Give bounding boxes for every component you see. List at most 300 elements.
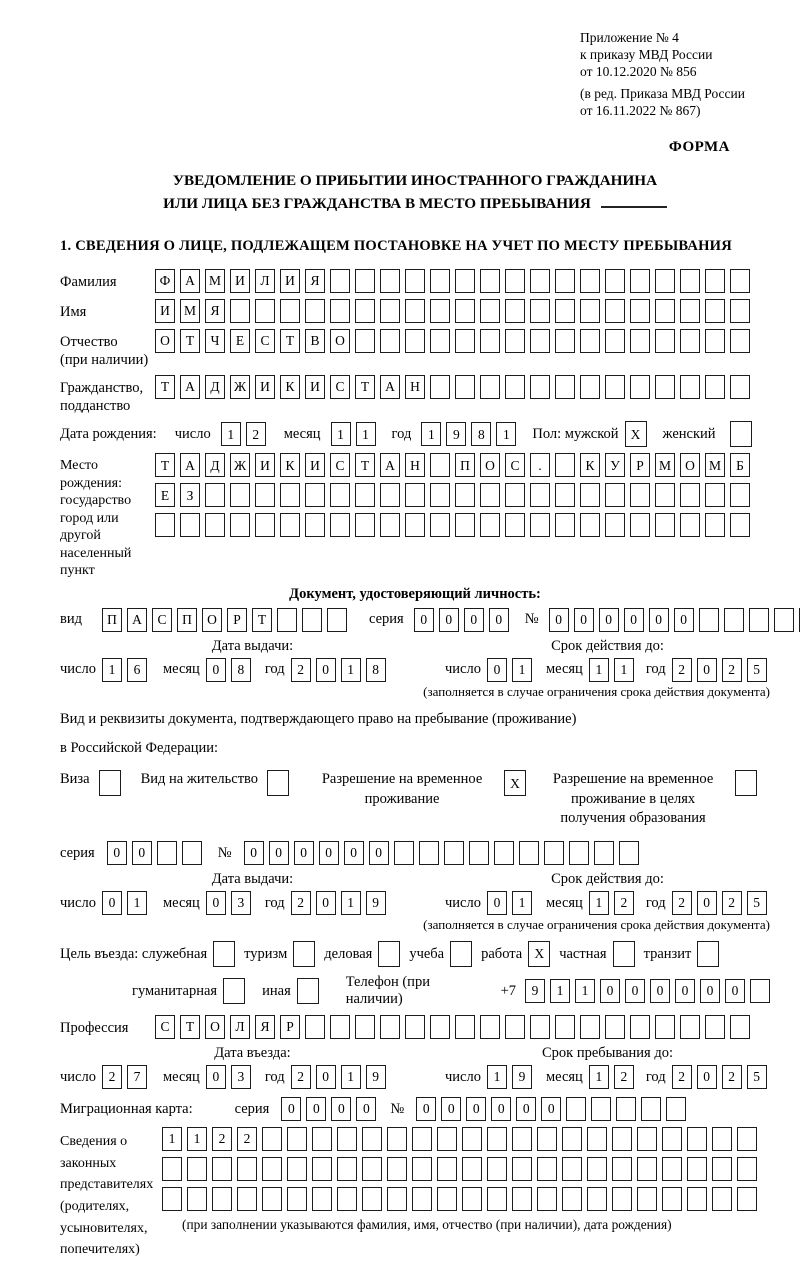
form-cell[interactable]: [712, 1127, 732, 1151]
form-cell[interactable]: 9: [446, 422, 466, 446]
form-cell[interactable]: [469, 841, 489, 865]
form-cell[interactable]: .: [530, 453, 550, 477]
rvp-checkbox[interactable]: X: [504, 770, 526, 796]
form-cell[interactable]: [544, 841, 564, 865]
form-cell[interactable]: 2: [291, 1065, 311, 1089]
form-cell[interactable]: Т: [180, 329, 200, 353]
form-cell[interactable]: [605, 299, 625, 323]
form-cell[interactable]: [262, 1187, 282, 1211]
form-cell[interactable]: 2: [237, 1127, 257, 1151]
chastnaya-checkbox[interactable]: [613, 941, 635, 967]
form-cell[interactable]: [419, 841, 439, 865]
delovaya-checkbox[interactable]: [378, 941, 400, 967]
form-cell[interactable]: [530, 483, 550, 507]
form-cell[interactable]: [680, 513, 700, 537]
form-cell[interactable]: [430, 1015, 450, 1039]
form-cell[interactable]: И: [155, 299, 175, 323]
form-cell[interactable]: [205, 483, 225, 507]
form-cell[interactable]: [237, 1187, 257, 1211]
form-cell[interactable]: [730, 329, 750, 353]
form-cell[interactable]: М: [180, 299, 200, 323]
form-cell[interactable]: Т: [155, 375, 175, 399]
form-cell[interactable]: [327, 608, 347, 632]
form-cell[interactable]: 0: [316, 1065, 336, 1089]
form-cell[interactable]: [480, 269, 500, 293]
form-cell[interactable]: 0: [356, 1097, 376, 1121]
form-cell[interactable]: [405, 513, 425, 537]
form-cell[interactable]: [330, 513, 350, 537]
form-cell[interactable]: 0: [344, 841, 364, 865]
form-cell[interactable]: 0: [269, 841, 289, 865]
form-cell[interactable]: [444, 841, 464, 865]
rvp-edu-checkbox[interactable]: [735, 770, 757, 796]
sex-female-checkbox[interactable]: [730, 421, 752, 447]
form-cell[interactable]: [605, 513, 625, 537]
form-cell[interactable]: [705, 513, 725, 537]
form-cell[interactable]: [630, 269, 650, 293]
form-cell[interactable]: О: [202, 608, 222, 632]
form-cell[interactable]: [555, 1015, 575, 1039]
form-cell[interactable]: Ф: [155, 269, 175, 293]
form-cell[interactable]: 2: [291, 658, 311, 682]
form-cell[interactable]: [512, 1127, 532, 1151]
form-cell[interactable]: [162, 1187, 182, 1211]
form-cell[interactable]: [287, 1157, 307, 1181]
form-cell[interactable]: [162, 1157, 182, 1181]
form-cell[interactable]: [380, 513, 400, 537]
form-cell[interactable]: 0: [306, 1097, 326, 1121]
form-cell[interactable]: [730, 1015, 750, 1039]
form-cell[interactable]: [455, 375, 475, 399]
form-cell[interactable]: [405, 299, 425, 323]
form-cell[interactable]: 0: [294, 841, 314, 865]
form-cell[interactable]: [380, 329, 400, 353]
form-cell[interactable]: [494, 841, 514, 865]
form-cell[interactable]: [655, 1015, 675, 1039]
form-cell[interactable]: [187, 1157, 207, 1181]
form-cell[interactable]: 1: [550, 979, 570, 1003]
form-cell[interactable]: [774, 608, 794, 632]
form-cell[interactable]: [580, 1015, 600, 1039]
form-cell[interactable]: 3: [231, 891, 251, 915]
form-cell[interactable]: П: [455, 453, 475, 477]
form-cell[interactable]: [430, 483, 450, 507]
form-cell[interactable]: [412, 1127, 432, 1151]
form-cell[interactable]: [737, 1187, 757, 1211]
form-cell[interactable]: 2: [291, 891, 311, 915]
form-cell[interactable]: 0: [674, 608, 694, 632]
form-cell[interactable]: [562, 1157, 582, 1181]
form-cell[interactable]: 0: [439, 608, 459, 632]
form-cell[interactable]: [591, 1097, 611, 1121]
form-cell[interactable]: [587, 1187, 607, 1211]
form-cell[interactable]: Т: [355, 375, 375, 399]
form-cell[interactable]: [612, 1187, 632, 1211]
form-cell[interactable]: [630, 329, 650, 353]
form-cell[interactable]: [255, 299, 275, 323]
form-cell[interactable]: [430, 453, 450, 477]
form-cell[interactable]: 0: [487, 891, 507, 915]
form-cell[interactable]: [555, 269, 575, 293]
form-cell[interactable]: А: [380, 453, 400, 477]
form-cell[interactable]: [394, 841, 414, 865]
form-cell[interactable]: 0: [441, 1097, 461, 1121]
form-cell[interactable]: 0: [206, 891, 226, 915]
form-cell[interactable]: 5: [747, 891, 767, 915]
form-cell[interactable]: 0: [624, 608, 644, 632]
form-cell[interactable]: [312, 1157, 332, 1181]
form-cell[interactable]: [630, 483, 650, 507]
form-cell[interactable]: 1: [102, 658, 122, 682]
form-cell[interactable]: [519, 841, 539, 865]
form-cell[interactable]: К: [580, 453, 600, 477]
gumanitarnaya-checkbox[interactable]: [223, 978, 245, 1004]
form-cell[interactable]: [730, 483, 750, 507]
form-cell[interactable]: [630, 513, 650, 537]
form-cell[interactable]: [580, 513, 600, 537]
form-cell[interactable]: 0: [107, 841, 127, 865]
form-cell[interactable]: 0: [549, 608, 569, 632]
form-cell[interactable]: 2: [614, 891, 634, 915]
form-cell[interactable]: Е: [230, 329, 250, 353]
form-cell[interactable]: [530, 375, 550, 399]
form-cell[interactable]: К: [280, 375, 300, 399]
form-cell[interactable]: [237, 1157, 257, 1181]
form-cell[interactable]: [280, 483, 300, 507]
form-cell[interactable]: 9: [525, 979, 545, 1003]
form-cell[interactable]: [480, 375, 500, 399]
form-cell[interactable]: [362, 1127, 382, 1151]
form-cell[interactable]: [405, 483, 425, 507]
form-cell[interactable]: А: [380, 375, 400, 399]
form-cell[interactable]: 1: [341, 658, 361, 682]
form-cell[interactable]: 0: [464, 608, 484, 632]
form-cell[interactable]: [387, 1157, 407, 1181]
form-cell[interactable]: [312, 1127, 332, 1151]
form-cell[interactable]: 0: [244, 841, 264, 865]
form-cell[interactable]: 1: [589, 1065, 609, 1089]
form-cell[interactable]: М: [705, 453, 725, 477]
form-cell[interactable]: [655, 375, 675, 399]
form-cell[interactable]: [462, 1187, 482, 1211]
form-cell[interactable]: [437, 1157, 457, 1181]
form-cell[interactable]: 0: [697, 658, 717, 682]
form-cell[interactable]: М: [655, 453, 675, 477]
form-cell[interactable]: И: [305, 375, 325, 399]
form-cell[interactable]: С: [255, 329, 275, 353]
form-cell[interactable]: [337, 1127, 357, 1151]
form-cell[interactable]: Б: [730, 453, 750, 477]
form-cell[interactable]: В: [305, 329, 325, 353]
form-cell[interactable]: [724, 608, 744, 632]
form-cell[interactable]: 1: [127, 891, 147, 915]
form-cell[interactable]: [737, 1157, 757, 1181]
form-cell[interactable]: И: [280, 269, 300, 293]
form-cell[interactable]: [712, 1187, 732, 1211]
form-cell[interactable]: [637, 1127, 657, 1151]
form-cell[interactable]: [605, 269, 625, 293]
form-cell[interactable]: [580, 483, 600, 507]
form-cell[interactable]: [680, 1015, 700, 1039]
form-cell[interactable]: 3: [231, 1065, 251, 1089]
form-cell[interactable]: [641, 1097, 661, 1121]
form-cell[interactable]: [630, 1015, 650, 1039]
form-cell[interactable]: [430, 513, 450, 537]
form-cell[interactable]: 0: [487, 658, 507, 682]
form-cell[interactable]: [312, 1187, 332, 1211]
form-cell[interactable]: Р: [280, 1015, 300, 1039]
form-cell[interactable]: [637, 1157, 657, 1181]
form-cell[interactable]: 1: [341, 1065, 361, 1089]
form-cell[interactable]: [305, 513, 325, 537]
form-cell[interactable]: [505, 483, 525, 507]
form-cell[interactable]: 0: [600, 979, 620, 1003]
form-cell[interactable]: [587, 1157, 607, 1181]
form-cell[interactable]: [555, 513, 575, 537]
form-cell[interactable]: [505, 1015, 525, 1039]
form-cell[interactable]: Т: [180, 1015, 200, 1039]
form-cell[interactable]: [330, 299, 350, 323]
form-cell[interactable]: 0: [541, 1097, 561, 1121]
form-cell[interactable]: [455, 483, 475, 507]
form-cell[interactable]: [255, 513, 275, 537]
form-cell[interactable]: [712, 1157, 732, 1181]
form-cell[interactable]: [705, 329, 725, 353]
sex-male-checkbox[interactable]: X: [625, 421, 647, 447]
form-cell[interactable]: [605, 375, 625, 399]
form-cell[interactable]: [355, 269, 375, 293]
form-cell[interactable]: [555, 483, 575, 507]
form-cell[interactable]: Я: [205, 299, 225, 323]
form-cell[interactable]: [512, 1157, 532, 1181]
form-cell[interactable]: [630, 375, 650, 399]
form-cell[interactable]: [687, 1127, 707, 1151]
form-cell[interactable]: 1: [589, 658, 609, 682]
form-cell[interactable]: [355, 483, 375, 507]
form-cell[interactable]: 1: [512, 891, 532, 915]
form-cell[interactable]: С: [152, 608, 172, 632]
form-cell[interactable]: [530, 1015, 550, 1039]
form-cell[interactable]: [380, 483, 400, 507]
form-cell[interactable]: Н: [405, 375, 425, 399]
form-cell[interactable]: И: [305, 453, 325, 477]
form-cell[interactable]: 8: [366, 658, 386, 682]
form-cell[interactable]: Ж: [230, 453, 250, 477]
form-cell[interactable]: 0: [700, 979, 720, 1003]
form-cell[interactable]: [262, 1127, 282, 1151]
form-cell[interactable]: О: [155, 329, 175, 353]
form-cell[interactable]: [587, 1127, 607, 1151]
form-cell[interactable]: [187, 1187, 207, 1211]
form-cell[interactable]: [730, 513, 750, 537]
form-cell[interactable]: 0: [649, 608, 669, 632]
form-cell[interactable]: [380, 299, 400, 323]
form-cell[interactable]: [512, 1187, 532, 1211]
form-cell[interactable]: [612, 1157, 632, 1181]
form-cell[interactable]: [455, 513, 475, 537]
form-cell[interactable]: [555, 299, 575, 323]
form-cell[interactable]: 2: [102, 1065, 122, 1089]
form-cell[interactable]: [212, 1187, 232, 1211]
form-cell[interactable]: 0: [416, 1097, 436, 1121]
form-cell[interactable]: [230, 483, 250, 507]
form-cell[interactable]: [405, 1015, 425, 1039]
form-cell[interactable]: 1: [589, 891, 609, 915]
form-cell[interactable]: Д: [205, 375, 225, 399]
form-cell[interactable]: 0: [206, 1065, 226, 1089]
sluzhebnaya-checkbox[interactable]: [213, 941, 235, 967]
form-cell[interactable]: [750, 979, 770, 1003]
form-cell[interactable]: [280, 299, 300, 323]
form-cell[interactable]: [505, 513, 525, 537]
form-cell[interactable]: [155, 513, 175, 537]
form-cell[interactable]: А: [180, 375, 200, 399]
form-cell[interactable]: О: [330, 329, 350, 353]
form-cell[interactable]: 5: [747, 658, 767, 682]
form-cell[interactable]: 2: [614, 1065, 634, 1089]
form-cell[interactable]: [705, 375, 725, 399]
ucheba-checkbox[interactable]: [450, 941, 472, 967]
form-cell[interactable]: [455, 269, 475, 293]
form-cell[interactable]: 0: [281, 1097, 301, 1121]
form-cell[interactable]: [580, 375, 600, 399]
form-cell[interactable]: [680, 269, 700, 293]
form-cell[interactable]: [455, 299, 475, 323]
form-cell[interactable]: [412, 1187, 432, 1211]
form-cell[interactable]: [180, 513, 200, 537]
form-cell[interactable]: 0: [319, 841, 339, 865]
form-cell[interactable]: [605, 483, 625, 507]
form-cell[interactable]: [157, 841, 177, 865]
form-cell[interactable]: Т: [155, 453, 175, 477]
form-cell[interactable]: [287, 1127, 307, 1151]
form-cell[interactable]: [437, 1127, 457, 1151]
form-cell[interactable]: [405, 269, 425, 293]
form-cell[interactable]: [355, 329, 375, 353]
form-cell[interactable]: С: [155, 1015, 175, 1039]
form-cell[interactable]: Д: [205, 453, 225, 477]
form-cell[interactable]: [305, 483, 325, 507]
form-cell[interactable]: [455, 1015, 475, 1039]
form-cell[interactable]: [655, 299, 675, 323]
form-cell[interactable]: 0: [331, 1097, 351, 1121]
form-cell[interactable]: [730, 269, 750, 293]
form-cell[interactable]: [680, 329, 700, 353]
form-cell[interactable]: Л: [230, 1015, 250, 1039]
form-cell[interactable]: [730, 299, 750, 323]
form-cell[interactable]: 1: [187, 1127, 207, 1151]
form-cell[interactable]: [680, 299, 700, 323]
form-cell[interactable]: А: [180, 269, 200, 293]
form-cell[interactable]: [555, 375, 575, 399]
form-cell[interactable]: [287, 1187, 307, 1211]
form-cell[interactable]: 0: [206, 658, 226, 682]
form-cell[interactable]: 1: [162, 1127, 182, 1151]
form-cell[interactable]: [580, 299, 600, 323]
form-cell[interactable]: 2: [672, 658, 692, 682]
form-cell[interactable]: [655, 483, 675, 507]
form-cell[interactable]: [205, 513, 225, 537]
form-cell[interactable]: [655, 513, 675, 537]
form-cell[interactable]: [280, 513, 300, 537]
form-cell[interactable]: Я: [305, 269, 325, 293]
form-cell[interactable]: 2: [722, 1065, 742, 1089]
form-cell[interactable]: Т: [252, 608, 272, 632]
form-cell[interactable]: 0: [725, 979, 745, 1003]
form-cell[interactable]: [337, 1187, 357, 1211]
form-cell[interactable]: [230, 299, 250, 323]
form-cell[interactable]: С: [505, 453, 525, 477]
form-cell[interactable]: 0: [489, 608, 509, 632]
form-cell[interactable]: 2: [212, 1127, 232, 1151]
form-cell[interactable]: [212, 1157, 232, 1181]
form-cell[interactable]: П: [102, 608, 122, 632]
form-cell[interactable]: [355, 299, 375, 323]
form-cell[interactable]: [505, 269, 525, 293]
form-cell[interactable]: [580, 329, 600, 353]
form-cell[interactable]: 0: [697, 1065, 717, 1089]
form-cell[interactable]: С: [330, 453, 350, 477]
form-cell[interactable]: 1: [487, 1065, 507, 1089]
form-cell[interactable]: 9: [512, 1065, 532, 1089]
form-cell[interactable]: [705, 483, 725, 507]
form-cell[interactable]: [705, 1015, 725, 1039]
form-cell[interactable]: [277, 608, 297, 632]
form-cell[interactable]: А: [127, 608, 147, 632]
form-cell[interactable]: 0: [316, 658, 336, 682]
form-cell[interactable]: [562, 1187, 582, 1211]
form-cell[interactable]: [480, 299, 500, 323]
form-cell[interactable]: [182, 841, 202, 865]
form-cell[interactable]: О: [205, 1015, 225, 1039]
form-cell[interactable]: [387, 1127, 407, 1151]
form-cell[interactable]: Р: [630, 453, 650, 477]
form-cell[interactable]: [330, 483, 350, 507]
form-cell[interactable]: [662, 1157, 682, 1181]
form-cell[interactable]: [655, 269, 675, 293]
form-cell[interactable]: [462, 1127, 482, 1151]
form-cell[interactable]: [302, 608, 322, 632]
form-cell[interactable]: 1: [575, 979, 595, 1003]
form-cell[interactable]: [355, 513, 375, 537]
form-cell[interactable]: [569, 841, 589, 865]
form-cell[interactable]: [505, 299, 525, 323]
form-cell[interactable]: З: [180, 483, 200, 507]
form-cell[interactable]: [487, 1127, 507, 1151]
form-cell[interactable]: И: [230, 269, 250, 293]
form-cell[interactable]: [437, 1187, 457, 1211]
form-cell[interactable]: 0: [102, 891, 122, 915]
form-cell[interactable]: Т: [280, 329, 300, 353]
form-cell[interactable]: Л: [255, 269, 275, 293]
viza-checkbox[interactable]: [99, 770, 121, 796]
form-cell[interactable]: Я: [255, 1015, 275, 1039]
form-cell[interactable]: 0: [574, 608, 594, 632]
form-cell[interactable]: [355, 1015, 375, 1039]
form-cell[interactable]: [594, 841, 614, 865]
form-cell[interactable]: [637, 1187, 657, 1211]
form-cell[interactable]: А: [180, 453, 200, 477]
form-cell[interactable]: [487, 1157, 507, 1181]
form-cell[interactable]: [387, 1187, 407, 1211]
form-cell[interactable]: [655, 329, 675, 353]
form-cell[interactable]: [680, 375, 700, 399]
form-cell[interactable]: [555, 329, 575, 353]
form-cell[interactable]: [730, 375, 750, 399]
form-cell[interactable]: Т: [355, 453, 375, 477]
form-cell[interactable]: [337, 1157, 357, 1181]
form-cell[interactable]: 0: [316, 891, 336, 915]
